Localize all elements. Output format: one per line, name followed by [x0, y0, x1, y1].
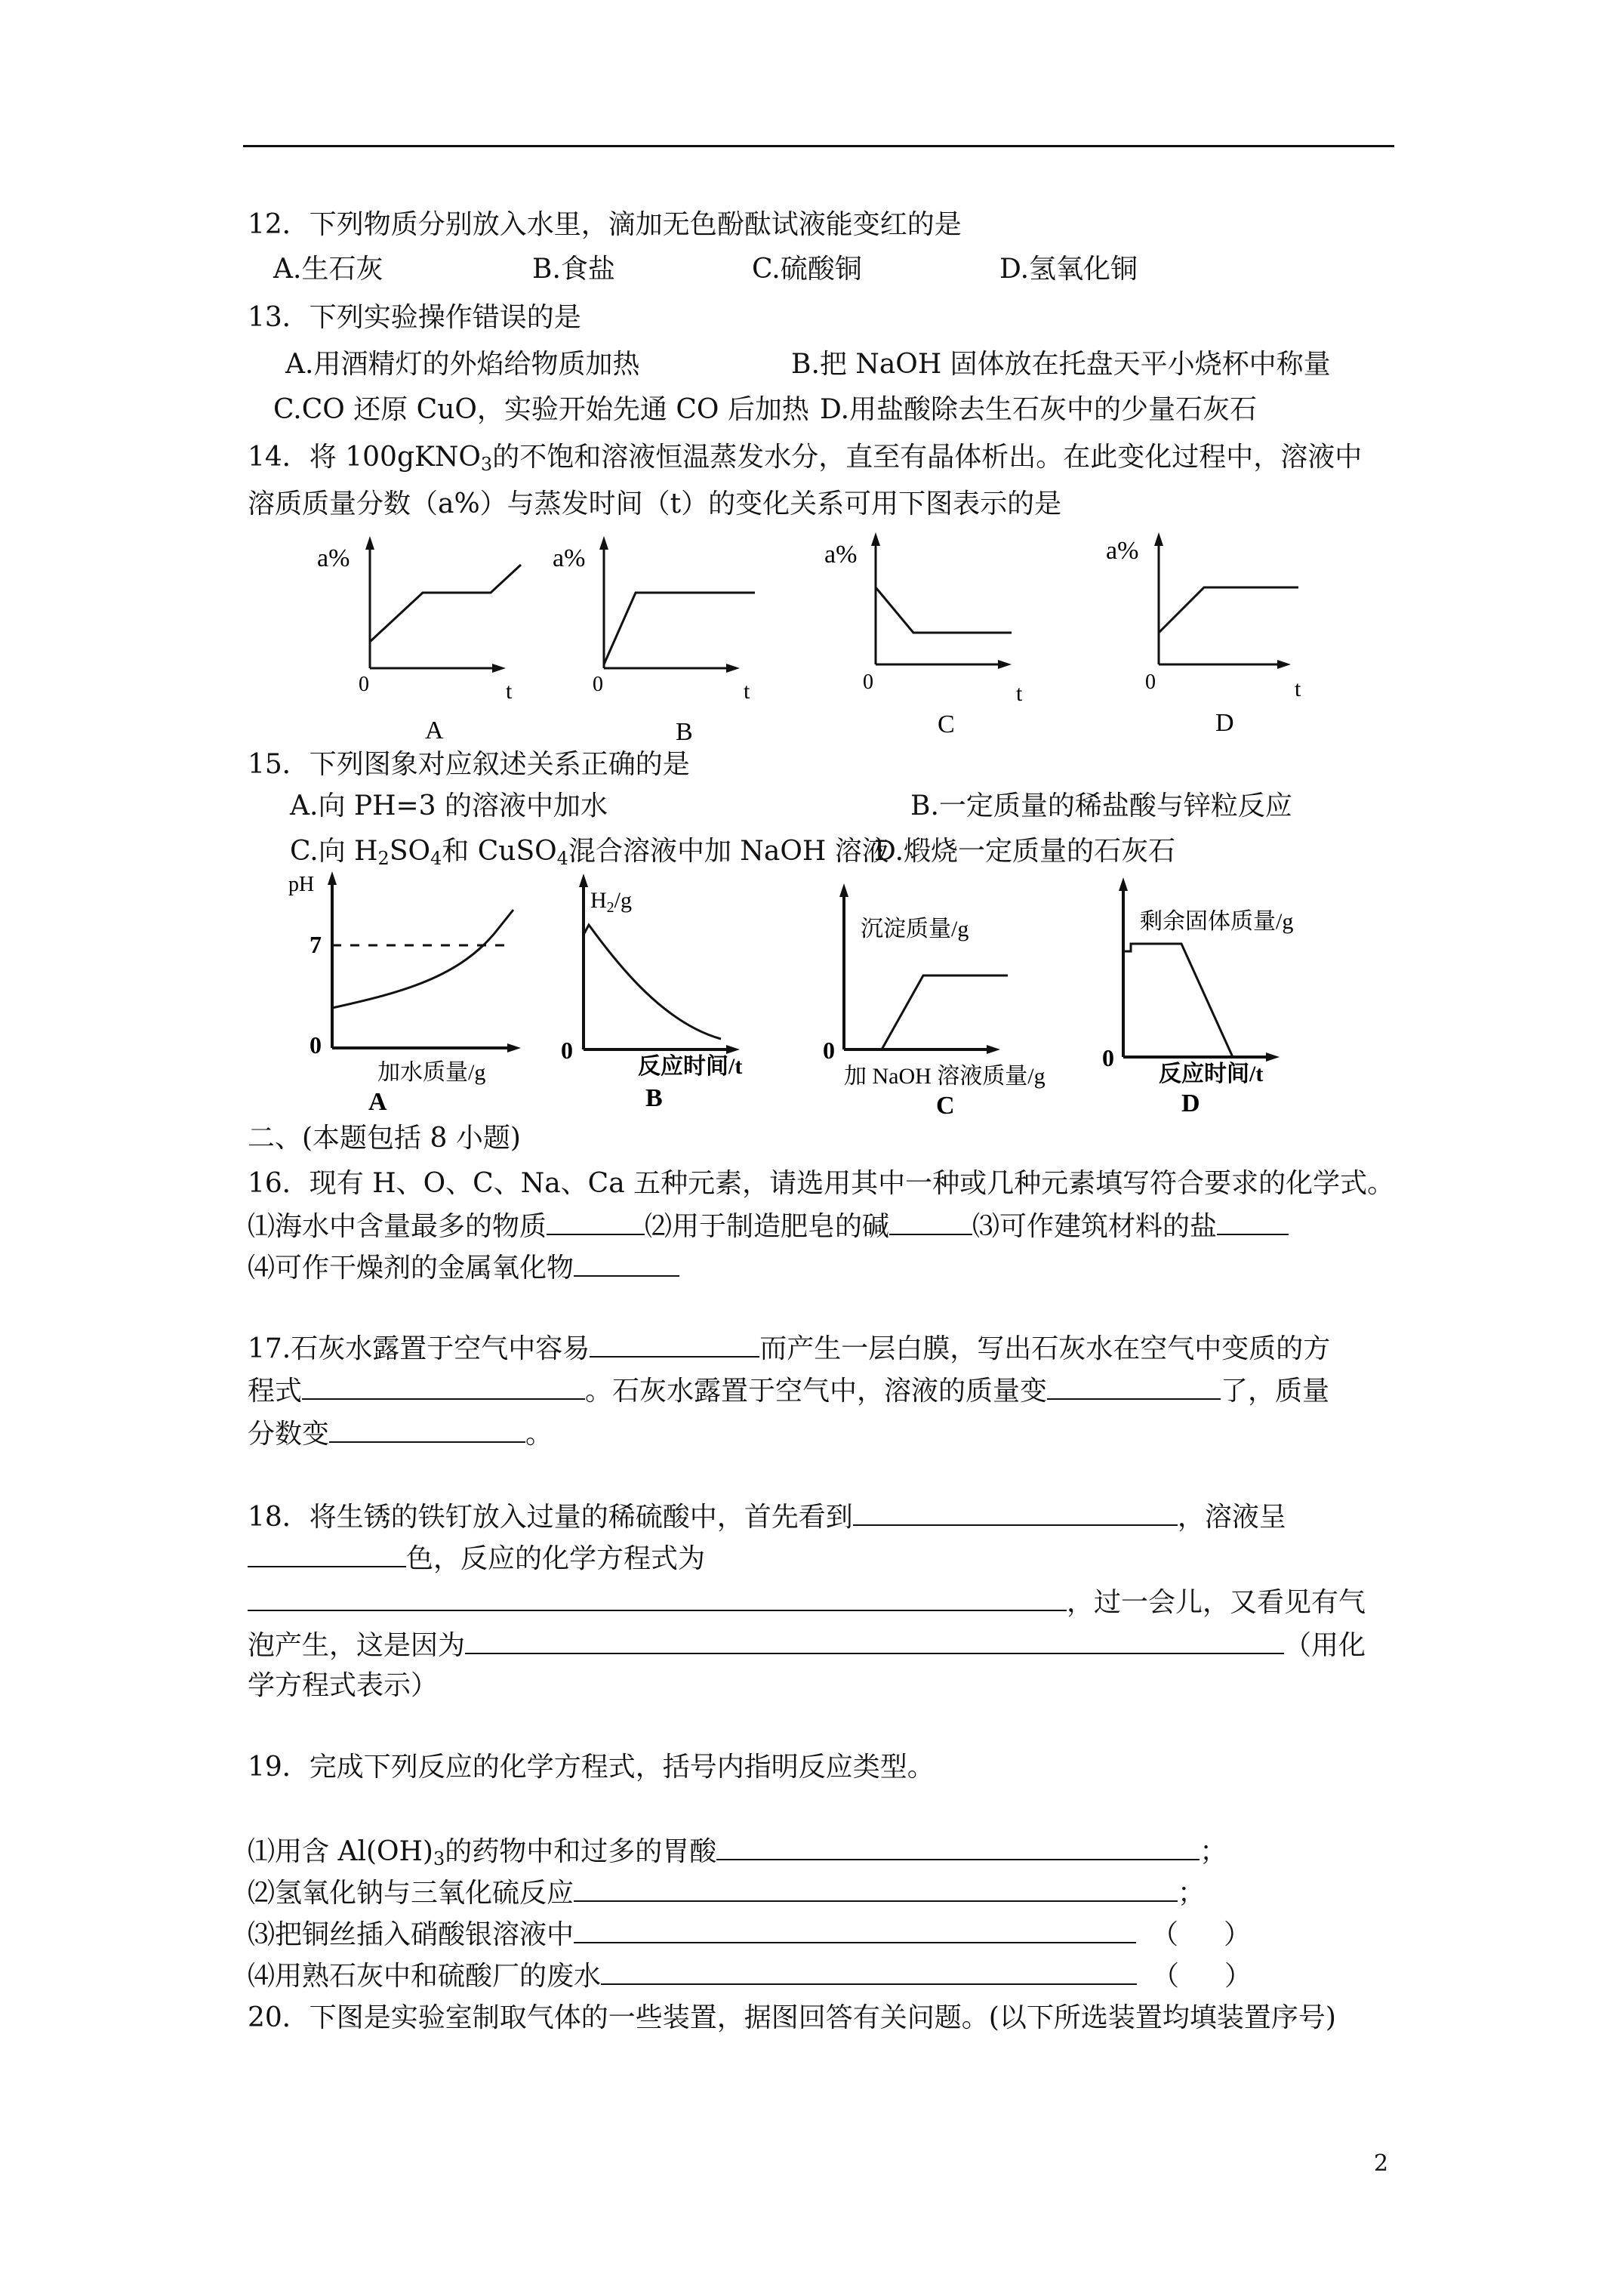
- header-rule: [243, 145, 1394, 147]
- q14-b-caption: B: [676, 718, 693, 746]
- q19-p4: ⑷用熟石灰中和硫酸厂的废水: [248, 1961, 602, 1992]
- q18-l1b: ，溶液呈: [1177, 1502, 1286, 1533]
- q14-graph-a: [317, 536, 521, 744]
- q18-l4a: 泡产生，这是因为: [248, 1630, 466, 1661]
- q12-stem: 12．下列物质分别放入水里，滴加无色酚酞试液能变红的是: [248, 209, 962, 240]
- q17-blank3[interactable]: [1047, 1373, 1221, 1400]
- q14-a-origin: 0: [359, 673, 369, 696]
- q19-line3: [248, 1916, 1251, 1952]
- q15-graphs: [287, 868, 1359, 1117]
- q15-c-xlabel: 加 NaOH 溶液质量/g: [844, 1064, 1046, 1089]
- page-number: 2: [1374, 2150, 1389, 2177]
- q17-l1a: 17.石灰水露置于空气中容易: [248, 1333, 590, 1364]
- q16-blank3[interactable]: [1217, 1208, 1289, 1235]
- q19-paren-l3: （: [1151, 1919, 1179, 1950]
- q17-l2c: 了，质量: [1221, 1376, 1330, 1407]
- q15-graph-d: [1102, 877, 1293, 1117]
- q14-b-origin: 0: [593, 673, 603, 696]
- q12-option-c: C.硫酸铜: [752, 254, 862, 285]
- q19-blank4[interactable]: [601, 1958, 1137, 1985]
- q15-option-b: B.一定质量的稀盐酸与锌粒反应: [910, 791, 1292, 821]
- q14-b-xlabel: t: [744, 679, 750, 704]
- q14-d-ylabel: a%: [1106, 537, 1139, 565]
- q18-line1: [248, 1499, 1286, 1535]
- q15-a-xlabel: 加水质量/g: [377, 1060, 486, 1085]
- section-2-heading: 二、(本题包括 8 小题): [248, 1123, 521, 1154]
- q13-option-a: A.用酒精灯的外焰给物质加热: [285, 349, 640, 380]
- q15-c-post: 混合溶液中加 NaOH 溶液: [568, 836, 889, 867]
- q15-a-ylabel: pH: [288, 873, 315, 896]
- q12-option-a: A.生石灰: [273, 254, 383, 285]
- q15-b-ylabel: $H_2/g$: [590, 888, 633, 916]
- q15-d-origin: 0: [1102, 1044, 1114, 1071]
- q15-a-origin: 0: [310, 1031, 322, 1059]
- q18-l2: 色，反应的化学方程式为: [406, 1543, 706, 1574]
- q14-stem: [248, 440, 1362, 475]
- q15-graph-b: [561, 874, 742, 1112]
- q16-line1: [248, 1208, 1289, 1244]
- q13-option-c: C.CO 还原 CuO，实验开始先通 CO 后加热: [273, 394, 809, 425]
- q18-l4b: （用化: [1284, 1630, 1366, 1661]
- q14-stem-line2: 溶质质量分数（a%）与蒸发时间（t）的变化关系可用下图表示的是: [248, 488, 1062, 519]
- q15-option-d: D.煅烧一定质量的石灰石: [874, 836, 1176, 867]
- q19-blank2[interactable]: [574, 1875, 1178, 1902]
- q15-c-sub3: 4: [556, 848, 568, 869]
- q18-l3: ，过一会儿，又看见有气: [1067, 1587, 1366, 1618]
- q14-a-caption: A: [425, 717, 444, 744]
- q16-part3: ⑶可作建筑材料的盐: [972, 1211, 1218, 1242]
- q15-b-xlabel: 反应时间/t: [638, 1054, 743, 1079]
- q14-c-caption: C: [938, 710, 955, 738]
- q15-a-tick7: 7: [310, 931, 322, 958]
- q19-paren-l4: （: [1152, 1961, 1180, 1992]
- q14-stem-sub: 3: [480, 454, 493, 475]
- q16-line2: [248, 1250, 679, 1286]
- q14-c-ylabel: a%: [824, 541, 858, 569]
- q15-graph-c: [823, 883, 1046, 1117]
- q17-blank4[interactable]: [329, 1416, 525, 1443]
- q16-blank2[interactable]: [889, 1208, 972, 1235]
- q17-line1: [248, 1330, 1330, 1367]
- q15-c-mid2: 和 CuSO: [442, 836, 557, 867]
- q15-option-a: A.向 PH=3 的溶液中加水: [290, 791, 608, 821]
- q17-blank1[interactable]: [590, 1330, 759, 1358]
- q14-d-xlabel: t: [1295, 676, 1301, 701]
- q14-c-xlabel: t: [1016, 681, 1023, 706]
- q15-c-ylabel: 沉淀质量/g: [861, 917, 969, 942]
- q12-option-d: D.氢氧化铜: [999, 254, 1138, 285]
- q15-d-ylabel: 剩余固体质量/g: [1140, 909, 1294, 934]
- q15-d-xlabel: 反应时间/t: [1159, 1062, 1264, 1086]
- q17-blank2[interactable]: [302, 1373, 585, 1400]
- q15-c-caption: C: [936, 1092, 955, 1117]
- q15-c-sub1: 2: [377, 848, 390, 869]
- q16-blank1[interactable]: [547, 1208, 645, 1235]
- q19-p1-post: 的药物中和过多的胃酸: [445, 1836, 717, 1867]
- q20-stem: 20．下图是实验室制取气体的一些装置，据图回答有关问题。(以下所选装置均填装置序号): [248, 2002, 1336, 2033]
- q19-p1-pre: ⑴用含 Al(OH): [248, 1836, 433, 1867]
- q18-blank2[interactable]: [248, 1540, 406, 1567]
- q18-blank3[interactable]: [248, 1584, 1067, 1611]
- q15-c-mid1: SO: [389, 836, 431, 867]
- q19-line1: [248, 1833, 1227, 1869]
- q19-paren-r3: ）: [1224, 1919, 1252, 1950]
- q17-l1b: 而产生一层白膜，写出石灰水在空气中变质的方: [759, 1333, 1331, 1364]
- q12-option-b: B.食盐: [532, 254, 615, 285]
- q18-blank1[interactable]: [853, 1499, 1178, 1526]
- q15-graph-a: [288, 871, 521, 1116]
- q14-d-caption: D: [1215, 709, 1234, 737]
- q14-a-ylabel: a%: [317, 544, 350, 572]
- q19-line2: [248, 1875, 1205, 1911]
- q14-b-ylabel: a%: [553, 544, 586, 572]
- q14-c-origin: 0: [863, 670, 873, 694]
- q18-l1a: 18．将生锈的铁钉放入过量的稀硫酸中，首先看到: [248, 1502, 853, 1533]
- q19-stem: 19．完成下列反应的化学方程式，括号内指明反应类型。: [248, 1752, 935, 1783]
- q14-graphs: [287, 529, 1359, 747]
- q14-stem-pre: 14．将 100gKNO: [248, 442, 481, 473]
- q17-l3b: 。: [525, 1419, 553, 1450]
- q14-a-xlabel: t: [506, 679, 513, 704]
- q19-line4: [248, 1958, 1252, 1994]
- q18-line4: [248, 1627, 1366, 1663]
- q15-b-caption: B: [645, 1084, 663, 1112]
- q15-a-caption: A: [368, 1088, 387, 1116]
- q14-graph-d: [1106, 532, 1301, 737]
- q16-part1: ⑴海水中含量最多的物质: [248, 1211, 547, 1242]
- q18-blank4[interactable]: [465, 1627, 1284, 1654]
- q15-d-caption: D: [1181, 1089, 1200, 1117]
- q18-line3: [248, 1584, 1366, 1620]
- q15-c-origin: 0: [823, 1037, 835, 1064]
- q14-stem-post: 的不饱和溶液恒温蒸发水分，直至有晶体析出。在此变化过程中，溶液中: [492, 442, 1363, 473]
- q19-paren-r4: ）: [1224, 1961, 1252, 1992]
- q18-line2: [248, 1540, 705, 1576]
- q18-line5: 学方程式表示）: [248, 1670, 439, 1701]
- q16-part4: ⑷可作干燥剂的金属氧化物: [248, 1253, 574, 1284]
- q19-blank3[interactable]: [574, 1916, 1136, 1943]
- q15-c-sub2: 4: [430, 848, 442, 869]
- q17-l2b: 。石灰水露置于空气中，溶液的质量变: [585, 1376, 1048, 1407]
- q19-p3: ⑶把铜丝插入硝酸银溶液中: [248, 1919, 574, 1950]
- q15-b-origin: 0: [561, 1037, 573, 1064]
- q19-p2: ⑵氢氧化钠与三氧化硫反应: [248, 1878, 574, 1909]
- q19-semi2: ；: [1178, 1878, 1206, 1909]
- q13-option-b: B.把 NaOH 固体放在托盘天平小烧杯中称量: [791, 349, 1331, 380]
- q14-graph-c: [824, 532, 1023, 738]
- q17-line2: [248, 1373, 1329, 1409]
- q13-stem: 13．下列实验操作错误的是: [248, 302, 581, 333]
- q17-line3: [248, 1416, 553, 1452]
- q15-stem: 15．下列图象对应叙述关系正确的是: [248, 749, 690, 780]
- q14-d-origin: 0: [1145, 670, 1156, 694]
- q14-graph-b: [553, 536, 755, 746]
- q17-l2a: 程式: [248, 1376, 303, 1407]
- q16-part2: ⑵用于制造肥皂的碱: [645, 1211, 890, 1242]
- q15-option-c: [290, 834, 889, 869]
- q19-semi1: ；: [1200, 1836, 1227, 1867]
- q17-l3a: 分数变: [248, 1419, 330, 1450]
- q19-blank1[interactable]: [716, 1833, 1200, 1860]
- q15-c-pre: C.向 H: [290, 836, 378, 867]
- q13-option-d: D.用盐酸除去生石灰中的少量石灰石: [820, 394, 1258, 425]
- q19-p1-sub: 3: [433, 1848, 445, 1869]
- q16-stem: 16．现有 H、O、C、Na、Ca 五种元素，请选用其中一种或几种元素填写符合要求的化学式。: [248, 1168, 1395, 1199]
- q16-blank4[interactable]: [574, 1250, 679, 1277]
